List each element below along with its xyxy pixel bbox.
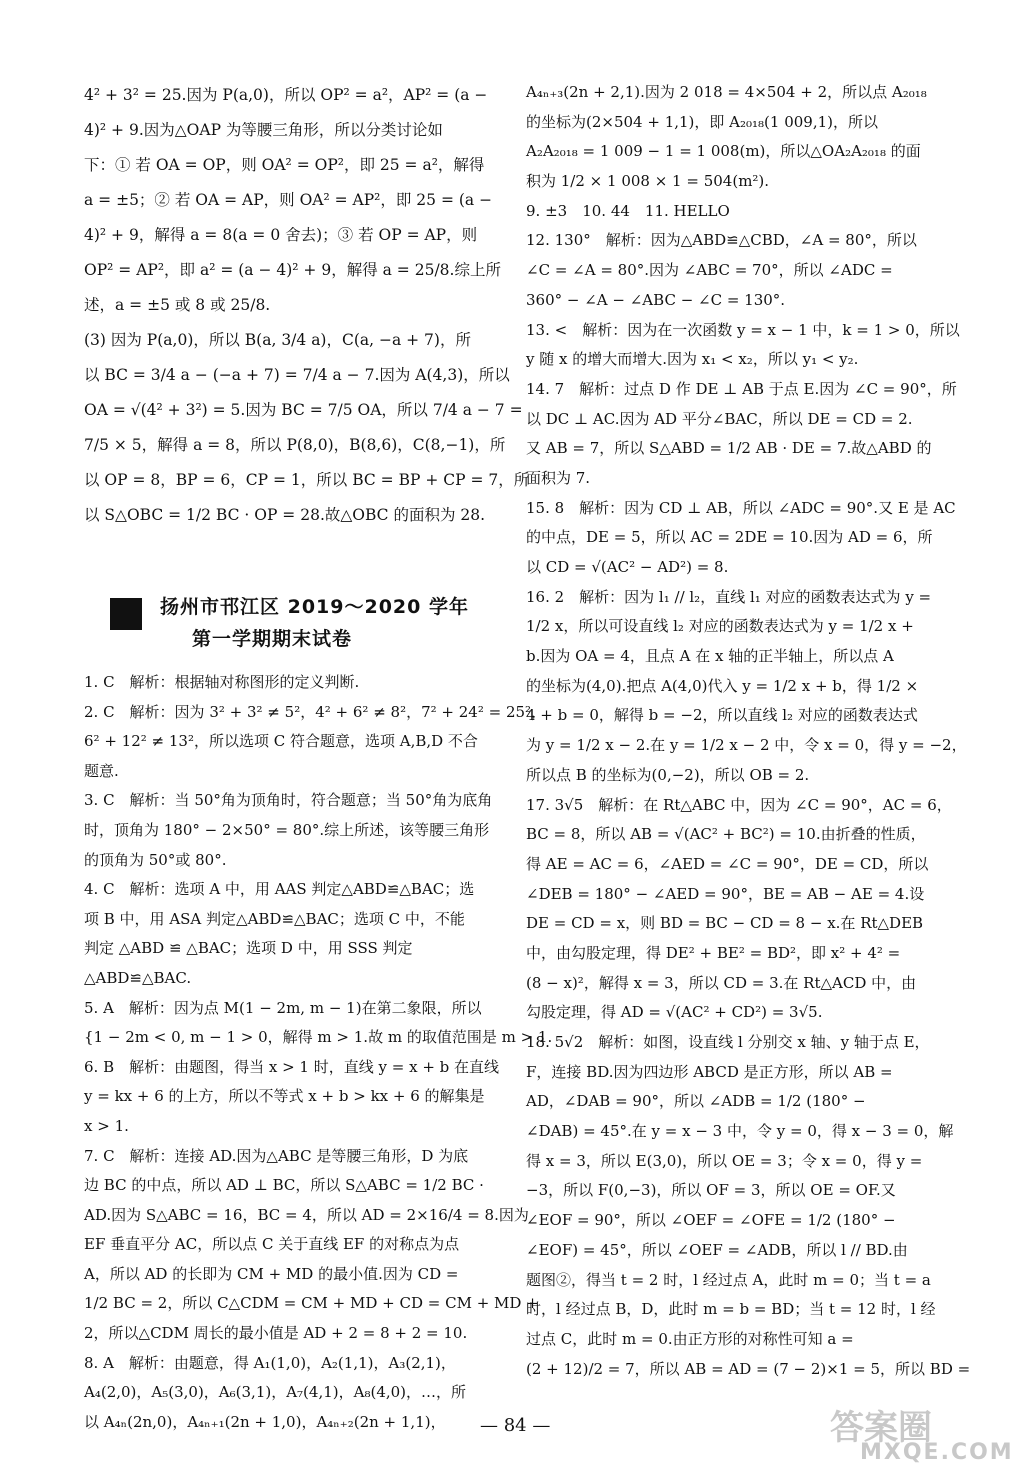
text-line: F，连接 BD.因为四边形 ABCD 是正方形，所以 AB = bbox=[526, 1062, 893, 1081]
text-line: ∠DAB) = 45°.在 y = x − 3 中，令 y = 0，得 x − 3 = 0，解 bbox=[526, 1122, 954, 1141]
text-line: BC = 8，所以 AB = √(AC² + BC²) = 10.由折叠的性质， bbox=[526, 825, 926, 844]
text-line: (8 − x)²，解得 x = 3，所以 CD = 3.在 Rt△ACD 中，由 bbox=[526, 973, 917, 992]
watermark-top: 答案圈 bbox=[830, 1408, 932, 1448]
text-line: A，所以 AD 的长即为 CM + MD 的最小值.因为 CD = bbox=[84, 1264, 459, 1283]
text-line: A₂A₂₀₁₈ = 1 009 − 1 = 1 008(m)，所以△OA₂A₂₀₁₈ 的面 bbox=[526, 142, 921, 161]
text-line: 7. C 解析：连接 AD.因为△ABC 是等腰三角形，D 为底 bbox=[84, 1146, 469, 1165]
text-line: 1/2 x，所以可设直线 l₂ 对应的函数表达式为 y = 1/2 x + bbox=[526, 617, 914, 636]
text-line: 的中点，DE = 5，所以 AC = 2DE = 10.因为 AD = 6，所 bbox=[526, 528, 933, 547]
text-line: 4 + b = 0，解得 b = −2，所以直线 l₂ 对应的函数表达式 bbox=[526, 706, 918, 725]
text-line: 边 BC 的中点，所以 AD ⊥ BC，所以 S△ABC = 1/2 BC · bbox=[84, 1176, 484, 1195]
text-line: a = ±5；② 若 OA = AP，则 OA² = AP²，即 25 = (a − bbox=[84, 191, 493, 209]
text-line: −3，所以 F(0,−3)，所以 OF = 3，所以 OE = OF.又 bbox=[526, 1181, 896, 1200]
text-line: 题图②，得当 t = 2 时，l 经过点 A，此时 m = 0；当 t = a bbox=[526, 1270, 931, 1289]
text-line: OA = √(4² + 3²) = 5.因为 BC = 7/5 OA，所以 7/4 a − 7 = bbox=[84, 401, 523, 419]
watermark bbox=[830, 1400, 1014, 1470]
text-line: 得 AE = AC = 6，∠AED = ∠C = 90°，DE = CD，所以 bbox=[526, 854, 929, 873]
text-line: 的坐标为(4,0).把点 A(4,0)代入 y = 1/2 x + b，得 1/2 × bbox=[526, 676, 919, 695]
text-line: △ABD≌△BAC. bbox=[84, 968, 192, 987]
text-line: 以 CD = √(AC² − AD²) = 8. bbox=[526, 558, 729, 576]
section-header bbox=[110, 592, 500, 652]
right-column bbox=[526, 78, 971, 1384]
text-line: 4)² + 9，解得 a = 8(a = 0 舍去)；③ 若 OP = AP，则 bbox=[84, 226, 478, 244]
watermark-bottom: MXQE.COM bbox=[860, 1440, 1014, 1465]
text-line: (2 + 12)/2 = 7，所以 AB = AD = (7 − 2)×1 = 5，所以 BD = bbox=[526, 1359, 971, 1378]
text-line: 1. C 解析：根据轴对称图形的定义判断. bbox=[84, 673, 360, 691]
text-line: 14. 7 解析：过点 D 作 DE ⊥ AB 于点 E.因为 ∠C = 90°，所 bbox=[526, 379, 957, 398]
text-line: 4. C 解析：选项 A 中，用 AAS 判定△ABD≌△BAC；选 bbox=[84, 880, 475, 899]
text-line: ∠EOF) = 45°，所以 ∠OEF = ∠ADB，所以 l // BD.由 bbox=[526, 1240, 908, 1259]
text-line: 2. C 解析：因为 3² + 3² ≠ 5²，4² + 6² ≠ 8²，7² + 24² = 25²， bbox=[84, 702, 547, 721]
text-line: 勾股定理，得 AD = √(AC² + CD²) = 3√5. bbox=[526, 1003, 823, 1022]
text-line: A₄(2,0)，A₅(3,0)，A₆(3,1)，A₇(4,1)，A₈(4,0)，…，所 bbox=[84, 1383, 467, 1402]
text-line: 积为 1/2 × 1 008 × 1 = 504(m²). bbox=[526, 172, 770, 191]
text-line: {1 − 2m < 0, m − 1 > 0，解得 m > 1.故 m 的取值范围是 m > 1. bbox=[84, 1028, 553, 1047]
page-number: — 84 — bbox=[480, 1415, 551, 1436]
text-line: 以 S△OBC = 1/2 BC · OP = 28.故△OBC 的面积为 28. bbox=[84, 506, 486, 524]
text-line: 15. 8 解析：因为 CD ⊥ AB，所以 ∠ADC = 90°.又 E 是 AC bbox=[526, 498, 956, 517]
text-line: OP² = AP²，即 a² = (a − 4)² + 9，解得 a = 25/8.综上所 bbox=[84, 261, 501, 279]
text-line: 4)² + 9.因为△OAP 为等腰三角形，所以分类讨论如 bbox=[84, 121, 443, 139]
left-answers bbox=[84, 668, 553, 1437]
text-line: 过点 C，此时 m = 0.由正方形的对称性可知 a = bbox=[526, 1329, 854, 1348]
text-line: 18. 5√2 解析：如图，设直线 l 分别交 x 轴、y 轴于点 E， bbox=[526, 1033, 930, 1051]
text-line: 又 AB = 7，所以 S△ABD = 1/2 AB · DE = 7.故△ABD 的 bbox=[526, 439, 932, 458]
text-line: 16. 2 解析：因为 l₁ // l₂，直线 l₁ 对应的函数表达式为 y = bbox=[526, 587, 932, 606]
text-line: x > 1. bbox=[84, 1116, 129, 1135]
text-line: 为 y = 1/2 x − 2.在 y = 1/2 x − 2 中，令 x = 0，得 y = −2， bbox=[526, 736, 967, 755]
text-line: 3. C 解析：当 50°角为顶角时，符合题意；当 50°角为底角 bbox=[84, 791, 493, 810]
text-line: 12. 130° 解析：因为△ABD≌△CBD，∠A = 80°，所以 bbox=[526, 231, 917, 250]
text-line: 中，由勾股定理，得 DE² + BE² = BD²，即 x² + 4² = bbox=[526, 943, 901, 962]
text-line: 时，l 经过点 B，D，此时 m = b = BD；当 t = 12 时，l 经 bbox=[526, 1300, 936, 1319]
text-line: 13. < 解析：因为在一次函数 y = x − 1 中，k = 1 > 0，所以 bbox=[526, 320, 960, 339]
text-line: (3) 因为 P(a,0)，所以 B(a, 3/4 a)，C(a, −a + 7)，所 bbox=[84, 331, 471, 349]
text-line: ∠C = ∠A = 80°.因为 ∠ABC = 70°，所以 ∠ADC = bbox=[526, 261, 893, 280]
text-line: 以 A₄ₙ(2n,0)，A₄ₙ₊₁(2n + 1,0)，A₄ₙ₊₂(2n + 1,1)， bbox=[84, 1412, 446, 1431]
text-line: AD.因为 S△ABC = 16，BC = 4，所以 AD = 2×16/4 = 8.因为 bbox=[84, 1205, 529, 1224]
text-line: DE = CD = x，则 BD = BC − CD = 8 − x.在 Rt△DEB bbox=[526, 914, 924, 933]
text-line: 6. B 解析：由题图，得当 x > 1 时，直线 y = x + b 在直线 bbox=[84, 1057, 500, 1076]
text-line: y = kx + 6 的上方，所以不等式 x + b > kx + 6 的解集是 bbox=[84, 1087, 485, 1106]
text-line: A₄ₙ₊₃(2n + 2,1).因为 2 018 = 4×504 + 2，所以点 A₂₀₁₈ bbox=[526, 83, 927, 101]
text-line: AD，∠DAB = 90°，所以 ∠ADB = 1/2 (180° − bbox=[526, 1092, 866, 1111]
text-line: 360° − ∠A − ∠ABC − ∠C = 130°. bbox=[526, 290, 786, 309]
text-line: y 随 x 的增大而增大.因为 x₁ < x₂，所以 y₁ < y₂. bbox=[526, 350, 859, 369]
text-line: b.因为 OA = 4，且点 A 在 x 轴的正半轴上，所以点 A bbox=[526, 647, 894, 666]
text-line: 以 OP = 8，BP = 6，CP = 1，所以 BC = BP + CP = 7，所 bbox=[84, 471, 530, 489]
text-line: 9. ±3 10. 44 11. HELLO bbox=[526, 201, 730, 220]
text-line: 项 B 中，用 ASA 判定△ABD≌△BAC；选项 C 中，不能 bbox=[84, 909, 465, 928]
text-line: ∠DEB = 180° − ∠AED = 90°，BE = AB − AE = 4.设 bbox=[526, 884, 925, 903]
text-line: 得 x = 3，所以 E(3,0)，所以 OE = 3；令 x = 0，得 y = bbox=[526, 1151, 923, 1170]
text-line: 7/5 × 5，解得 a = 8，所以 P(8,0)，B(8,6)，C(8,−1)，所 bbox=[84, 436, 506, 454]
text-line: 17. 3√5 解析：在 Rt△ABC 中，因为 ∠C = 90°，AC = 6， bbox=[526, 795, 952, 814]
section-title-line2: 第一学期期末试卷 bbox=[192, 628, 353, 650]
text-line: 5. A 解析：因为点 M(1 − 2m, m − 1)在第二象限，所以 bbox=[84, 998, 482, 1017]
text-line: 的顶角为 50°或 80°. bbox=[84, 850, 227, 869]
text-line: 所以点 B 的坐标为(0,−2)，所以 OB = 2. bbox=[526, 765, 810, 784]
text-line: 面积为 7. bbox=[526, 468, 591, 487]
text-line: EF 垂直平分 AC，所以点 C 关于直线 EF 的对称点为点 bbox=[84, 1235, 460, 1254]
text-line: 以 BC = 3/4 a − (−a + 7) = 7/4 a − 7.因为 A(4,3)，所以 bbox=[84, 366, 510, 384]
text-line: 4² + 3² = 25.因为 P(a,0)，所以 OP² = a²，AP² = (a − bbox=[84, 86, 488, 104]
text-line: 2，所以△CDM 周长的最小值是 AD + 2 = 8 + 2 = 10. bbox=[84, 1324, 468, 1343]
text-line: 以 DC ⊥ AC.因为 AD 平分∠BAC，所以 DE = CD = 2. bbox=[526, 409, 913, 428]
text-line: 8. A 解析：由题意，得 A₁(1,0)，A₂(1,1)，A₃(2,1)， bbox=[84, 1353, 456, 1372]
text-line: 下：① 若 OA = OP，则 OA² = OP²，即 25 = a²，解得 bbox=[84, 156, 485, 174]
text-line: 1/2 BC = 2，所以 C△CDM = CM + MD + CD = CM + MD + bbox=[84, 1294, 539, 1313]
section-marker-icon bbox=[110, 598, 142, 630]
text-line: 述，a = ±5 或 8 或 25/8. bbox=[84, 296, 271, 314]
text-line: 6² + 12² ≠ 13²，所以选项 C 符合题意，选项 A,B,D 不合 bbox=[84, 732, 478, 751]
left-column bbox=[84, 78, 530, 533]
section-title-line1: 扬州市邗江区 2019～2020 学年 bbox=[160, 596, 469, 618]
text-line: 题意. bbox=[84, 761, 119, 780]
text-line: 时，顶角为 180° − 2×50° = 80°.综上所述，该等腰三角形 bbox=[84, 820, 490, 839]
text-line: 判定 △ABD ≌ △BAC；选项 D 中，用 SSS 判定 bbox=[84, 939, 413, 958]
text-line: ∠EOF = 90°，所以 ∠OEF = ∠OFE = 1/2 (180° − bbox=[526, 1211, 896, 1230]
text-line: 的坐标为(2×504 + 1,1)，即 A₂₀₁₈(1 009,1)，所以 bbox=[526, 112, 879, 131]
